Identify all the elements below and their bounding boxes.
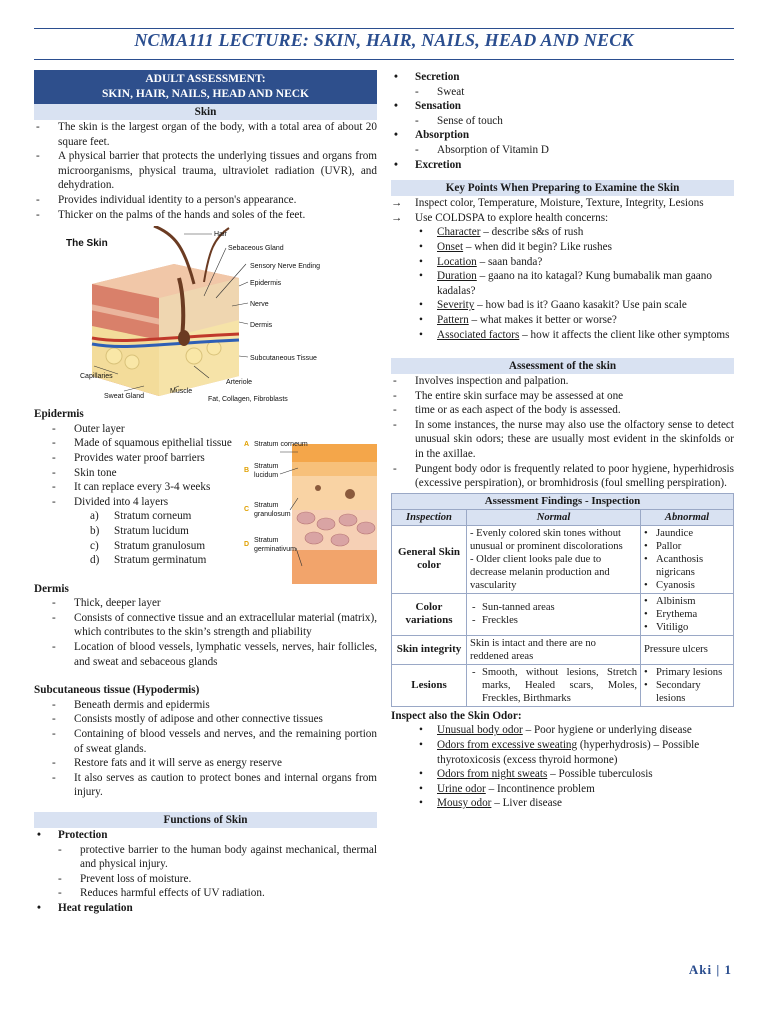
assessment-findings-table (391, 493, 734, 707)
list-item: • Vitiligo (644, 621, 730, 634)
function-absorption: • Absorption (391, 128, 734, 143)
list-item: - Divided into 4 layers (34, 495, 254, 510)
list-item: - Beneath dermis and epidermis (34, 698, 377, 713)
table-row: Skin integrity Skin is intact and there are no reddened areas Pressure ulcers (392, 635, 734, 664)
label-capillaries: Capillaries (80, 373, 113, 381)
label-stratum-granulosum: granulosum (254, 510, 291, 518)
assessment-heading: Assessment of the skin (391, 358, 734, 374)
function-sensation: • Sensation (391, 99, 734, 114)
list-item: - The entire skin surface may be assessed at one (391, 389, 734, 404)
list-item: - Location of blood vessels, lymphatic vessels, nerves, hair follicles, and sweat and sebaceous glands (34, 640, 377, 669)
list-item: b) Stratum lucidum (90, 524, 189, 537)
label-stratum-germinativum: germinativum (254, 545, 297, 553)
dermis-list (34, 596, 377, 669)
svg-text:B: B (244, 466, 250, 474)
function-protection: • Protection (34, 828, 377, 843)
keypoints-heading: Key Points When Preparing to Examine the Skin (391, 180, 734, 196)
list-item: - Prevent loss of moisture. (34, 872, 377, 887)
list-item: → Inspect color, Temperature, Moisture, Texture, Integrity, Lesions (391, 197, 704, 210)
label-epidermis: Epidermis (250, 280, 282, 288)
list-item: • Acanthosis nigricans (644, 553, 730, 579)
list-item: - protective barrier to the human body against mechanical, thermal and physical injury. (34, 843, 377, 872)
list-item: - Skin tone (34, 466, 254, 481)
label-subcutaneous: Subcutaneous Tissue (250, 355, 317, 363)
list-item: → Use COLDSPA to explore health concerns: (391, 211, 609, 224)
epidermis-layers-illustration (244, 438, 377, 584)
list-item: • Erythema (644, 608, 730, 621)
label-hair: Hair (214, 231, 227, 239)
list-item: - Thick, deeper layer (34, 596, 377, 611)
function-secretion: • Secretion (391, 70, 734, 85)
functions-heading: Functions of Skin (34, 812, 377, 828)
list-item: - A physical barrier that protects the underlying tissues and organs from microorganisms, physical trauma, ultraviolet radiation (UVR), and dehydration. (34, 149, 377, 193)
list-item: - Sweat (391, 85, 734, 100)
skin-heading: Skin (34, 104, 377, 120)
list-item: • Odors from excessive sweating (hyperhydrosis) – Possible thyrotoxicosis (excess thyroid hormone) (391, 738, 734, 767)
list-item: • Odors from night sweats – Possible tuberculosis (391, 767, 734, 782)
list-item: - Pungent body odor is frequently related to poor hygiene, hyperhidrosis (excessive perspiration), or bromhidrosis (foul smelling perspiration). (391, 462, 734, 491)
subq-list (34, 698, 377, 800)
list-item: - Consists mostly of adipose and other connective tissues (34, 712, 377, 727)
list-item: - Outer layer (34, 422, 254, 437)
left-column (34, 70, 377, 916)
list-item: • Duration – gaano na ito katagal? Kung bumabalik man gaano kadalas? (391, 269, 734, 298)
section-banner: ADULT ASSESSMENT: SKIN, HAIR, NAILS, HEAD AND NECK (34, 70, 377, 104)
list-item: - time or as each aspect of the body is assessed. (391, 403, 734, 418)
list-item: • Severity – how bad is it? Gaano kasakit? Use pain scale (391, 298, 734, 313)
list-item: • Primary lesions (644, 666, 730, 679)
list-item: • Pallor (644, 540, 730, 553)
table-caption: Assessment Findings - Inspection (392, 493, 734, 509)
odor-list (391, 723, 734, 811)
label-dermis: Dermis (250, 322, 273, 330)
table-row: Color variations - Sun-tanned areas - Freckles • Albinism • Erythema • Vitiligo (392, 593, 734, 635)
functions-list (34, 828, 377, 843)
function-heat-regulation: • Heat regulation (34, 901, 377, 916)
list-item: - It can replace every 3-4 weeks (34, 480, 254, 495)
list-item: • Onset – when did it begin? Like rushes (391, 240, 734, 255)
list-item: • Mousy odor – Liver disease (391, 796, 734, 811)
svg-text:Stratum: Stratum (254, 536, 279, 544)
label-sweat-gland: Sweat Gland (104, 393, 145, 401)
dermis-heading: Dermis (34, 582, 69, 595)
list-item: - Restore fats and it will serve as energy reserve (34, 756, 377, 771)
list-item: • Location – saan banda? (391, 255, 734, 270)
list-item: - Smooth, without lesions, Stretch marks, Healed scars, Moles, Freckles, Birthmarks (470, 666, 637, 705)
svg-text:C: C (244, 505, 250, 513)
column-header: Normal (467, 509, 641, 525)
diagram-title: The Skin (66, 238, 108, 250)
list-item: - Sense of touch (391, 114, 734, 129)
list-item: • Jaundice (644, 527, 730, 540)
table-header-row (392, 509, 734, 525)
column-header: Abnormal (641, 509, 734, 525)
label-sensory-nerve-ending: Sensory Nerve Ending (250, 263, 321, 271)
skin-cross-section-illustration (34, 226, 377, 404)
label-muscle: Muscle (170, 388, 193, 396)
list-item: • Urine odor – Incontinence problem (391, 782, 734, 797)
list-item: - Provides water proof barriers (34, 451, 254, 466)
svg-text:Stratum: Stratum (254, 501, 279, 509)
epidermis-heading: Epidermis (34, 408, 84, 421)
list-item: • Associated factors – how it affects the client like other symptoms (391, 328, 734, 343)
list-item: - Sun-tanned areas (470, 601, 637, 614)
function-excretion: • Excretion (391, 158, 734, 173)
protection-list (34, 843, 377, 901)
label-fat: Fat, Collagen, Fibroblasts (208, 396, 288, 404)
list-item: - Provides individual identity to a person's appearance. (34, 193, 377, 208)
title-rule (34, 59, 734, 60)
list-item: - Consists of connective tissue and an extracellular material (matrix), which contributes to the skin’s strength and pliability (34, 611, 377, 640)
functions-continued (391, 70, 734, 85)
label-stratum-corneum: Stratum corneum (254, 440, 308, 448)
epidermis-list (34, 422, 254, 510)
list-item: • Pattern – what makes it better or worse? (391, 313, 734, 328)
table-row: Lesions - Smooth, without lesions, Stretch marks, Healed scars, Moles, Freckles, Birthmarks • Primary lesions • Secondary lesions (392, 664, 734, 706)
table-row: General Skin color - Evenly colored skin tones without unusual or prominent discolorations - Older client looks pale due to decrease melanin production and vascularity • Jaundice • Pallor • Acanthosis nigricans • Cyanosis (392, 525, 734, 593)
coldspa-list (391, 225, 734, 342)
list-item: • Secondary lesions (644, 679, 730, 705)
page-footer: Aki | 1 (688, 962, 732, 977)
list-item: d) Stratum germinatum (90, 554, 207, 567)
svg-text:D: D (244, 540, 250, 548)
label-stratum-lucidum: lucidum (254, 471, 279, 479)
list-item: - Reduces harmful effects of UV radiation. (34, 886, 377, 901)
list-item: c) Stratum granulosum (90, 539, 206, 552)
list-item: • Character – describe s&s of rush (391, 225, 734, 240)
skin-diagram (34, 226, 377, 404)
list-item: - Thicker on the palms of the hands and soles of the feet. (34, 208, 377, 223)
label-sebaceous-gland: Sebaceous Gland (228, 245, 284, 253)
list-item: - Containing of blood vessels and nerves, and the remaining portion of sweat glands. (34, 727, 377, 756)
list-item: - Absorption of Vitamin D (391, 143, 734, 158)
keypoints-list (391, 196, 734, 225)
right-column (391, 70, 734, 811)
top-rule (34, 28, 734, 29)
list-item: - In some instances, the nurse may also use the olfactory sense to detect unusual skin odors; these are usually most evident in the skinfolds or in the axillae. (391, 418, 734, 462)
list-item: • Unusual body odor – Poor hygiene or underlying disease (391, 723, 734, 738)
subq-heading: Subcutaneous tissue (Hypodermis) (34, 684, 200, 697)
list-item: a) Stratum corneum (90, 510, 192, 523)
label-arteriole: Arteriole (226, 379, 253, 387)
page-title: NCMA111 LECTURE: SKIN, HAIR, NAILS, HEAD AND NECK (134, 30, 634, 50)
list-item: • Cyanosis (644, 579, 730, 592)
odor-heading: Inspect also the Skin Odor: (391, 709, 522, 722)
skin-list (34, 120, 377, 222)
list-item: - It also serves as caution to protect bones and internal organs from injury. (34, 771, 377, 800)
label-nerve: Nerve (250, 301, 269, 309)
svg-text:A: A (244, 440, 250, 448)
functions-list-2 (34, 901, 377, 916)
svg-text:Stratum: Stratum (254, 462, 279, 470)
list-item: - Made of squamous epithelial tissue (34, 436, 254, 451)
epidermis-block (34, 422, 377, 568)
assessment-list (391, 374, 734, 491)
list-item: • Albinism (644, 595, 730, 608)
list-item: - The skin is the largest organ of the body, with a total area of about 20 square feet. (34, 120, 377, 149)
list-item: - Involves inspection and palpation. (391, 374, 734, 389)
list-item: - Freckles (470, 614, 637, 627)
column-header: Inspection (392, 509, 467, 525)
